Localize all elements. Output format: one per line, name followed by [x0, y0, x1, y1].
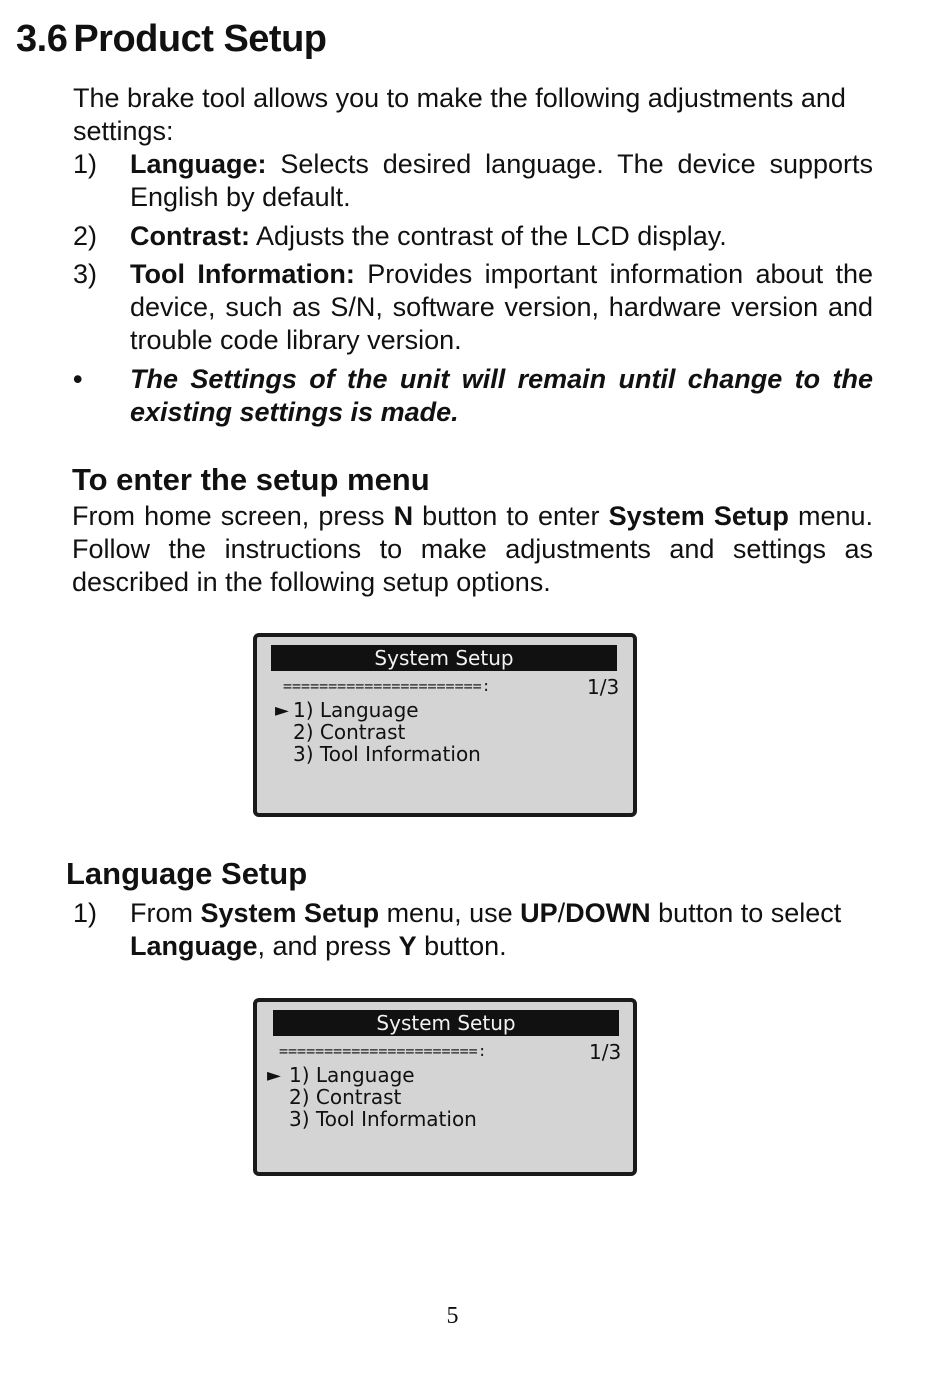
screen-divider: ======================: — [279, 1042, 487, 1060]
list-term: Language: — [130, 149, 267, 179]
language-step-1 — [73, 897, 873, 963]
list-text: Selects desired language. The device supports English by default. — [130, 149, 873, 212]
list-term: Tool Information: — [130, 259, 355, 289]
list-term: Contrast: — [130, 221, 250, 251]
list-index: 1) — [73, 149, 98, 179]
text-run: From home screen, press — [72, 501, 394, 531]
list-index: 1) — [73, 898, 98, 928]
selection-arrow-icon: ► — [267, 1065, 281, 1086]
enter-setup-paragraph — [72, 500, 873, 599]
section-title-text: Product Setup — [73, 18, 327, 60]
list-item-contrast — [73, 220, 873, 253]
y-key: Y — [398, 931, 417, 961]
text-run: button to enter — [413, 501, 609, 531]
section-number: 3.6 — [16, 18, 68, 60]
settings-list-2 — [73, 220, 873, 253]
language-steps — [73, 897, 873, 963]
screen-title-bar: System Setup — [271, 645, 617, 671]
language-setup-heading: Language Setup — [66, 856, 308, 891]
menu-item-contrast[interactable]: 2) Contrast — [289, 1085, 402, 1109]
text-run: menu, use — [379, 898, 521, 928]
settings-list — [73, 148, 873, 214]
screen-title-bar: System Setup — [273, 1010, 619, 1036]
page-indicator: 1/3 — [587, 675, 620, 699]
menu-item-tool-information[interactable]: 3) Tool Information — [289, 1107, 477, 1131]
language-term: Language — [130, 931, 258, 961]
list-index: 3) — [73, 259, 98, 289]
screen-divider: ======================: — [283, 677, 491, 695]
text-run: button. — [416, 931, 507, 961]
list-text: Adjusts the contrast of the LCD display. — [250, 221, 727, 251]
enter-setup-heading: To enter the setup menu — [72, 462, 430, 497]
list-item-tool-information — [73, 258, 873, 357]
page-indicator: 1/3 — [589, 1040, 622, 1064]
list-item-language — [73, 148, 873, 214]
system-setup-term: System Setup — [608, 501, 789, 531]
system-setup-term: System Setup — [200, 898, 380, 928]
lcd-screen-system-setup-2 — [253, 998, 637, 1176]
section-title — [16, 18, 327, 61]
down-key: DOWN — [565, 898, 651, 928]
menu-item-contrast[interactable]: 2) Contrast — [293, 720, 406, 744]
menu-item-tool-information[interactable]: 3) Tool Information — [293, 742, 481, 766]
up-key: UP — [520, 898, 558, 928]
text-run: button to select — [650, 898, 842, 928]
text-run: From — [130, 898, 201, 928]
text-run: menu. Follow the instructions to make adjustments and settings as described in the following setup options. — [72, 501, 874, 597]
key-n: N — [393, 501, 414, 531]
intro-paragraph: The brake tool allows you to make the following adjustments and settings: — [73, 83, 846, 146]
selection-arrow-icon: ► — [275, 700, 289, 721]
note-text: The Settings of the unit will remain until change to the existing settings is made. — [130, 364, 873, 427]
menu-item-language[interactable]: 1) Language — [293, 698, 419, 722]
settings-list-3 — [73, 258, 873, 357]
bullet-icon: • — [73, 364, 83, 394]
text-run: / — [557, 898, 566, 928]
list-text: Provides important information about the device, such as S/N, software version, hardware version and trouble code library version. — [130, 259, 873, 355]
list-index: 2) — [73, 221, 98, 251]
lcd-screen-system-setup-1 — [253, 633, 637, 817]
settings-note — [73, 363, 873, 429]
page-number: 5 — [446, 1303, 459, 1329]
text-run: , and press — [257, 931, 399, 961]
menu-item-language[interactable]: 1) Language — [289, 1063, 415, 1087]
